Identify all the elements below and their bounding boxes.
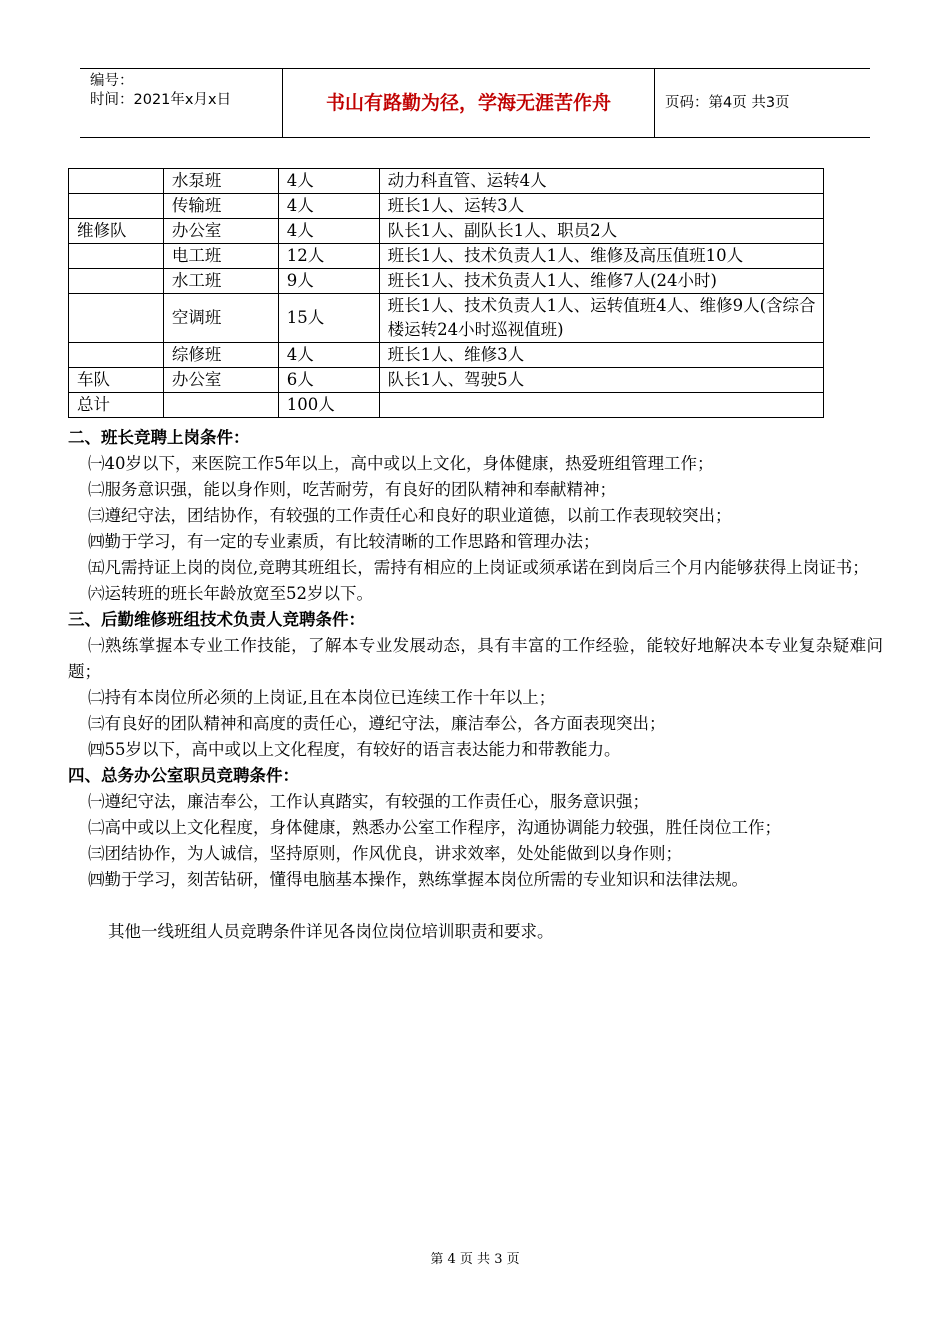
header-motto: 书山有路勤为径，学海无涯苦作舟 [283,69,655,137]
group-cell: 办公室 [163,219,278,244]
count-cell: 4人 [278,343,379,368]
closing-note: 其他一线班组人员竞聘条件详见各岗位岗位培训职责和要求。 [108,922,554,941]
count-cell: 4人 [278,194,379,219]
list-item: ㈡高中或以上文化程度，身体健康，熟悉办公室工作程序，沟通协调能力较强，胜任岗位工作； [88,818,781,837]
team-cell [69,294,164,343]
count-cell: 4人 [278,169,379,194]
group-cell: 电工班 [163,244,278,269]
list-item: ㈠40岁以下，来医院工作5年以上，高中或以上文化，身体健康，热爱班组管理工作； [88,454,714,473]
team-cell: 总计 [69,393,164,418]
note-cell: 班长1人、技术负责人1人、维修及高压值班10人 [379,244,823,269]
section-heading: 三、后勤维修班组技术负责人竞聘条件： [68,610,365,629]
document-number-label: 编号： [90,73,134,89]
table-row [69,294,824,343]
group-cell: 空调班 [163,294,278,343]
count-cell: 100人 [278,393,379,418]
count-cell: 4人 [278,219,379,244]
staff-table [68,168,824,418]
list-item: ㈠熟练掌握本专业工作技能，了解本专业发展动态，具有丰富的工作经验，能较好地解决本专业复杂疑难问题； [68,636,883,681]
page-header [80,68,870,138]
list-item: ㈢有良好的团队精神和高度的责任心，遵纪守法，廉洁奉公，各方面表现突出； [88,714,666,733]
note-cell: 队长1人、副队长1人、职员2人 [379,219,823,244]
page-footer: 第 4 页 共 3 页 [430,1252,520,1267]
document-body [68,425,883,945]
list-item: ㈡持有本岗位所必须的上岗证,且在本岗位已连续工作十年以上； [88,688,556,707]
table-row [69,169,824,194]
team-cell [69,343,164,368]
table-row [69,244,824,269]
table-row [69,269,824,294]
header-meta [80,69,283,137]
list-item: ㈣勤于学习，有一定的专业素质，有比较清晰的工作思路和管理办法； [88,532,600,551]
note-cell: 动力科直管、运转4人 [379,169,823,194]
list-item: ㈣55岁以下，高中或以上文化程度，有较好的语言表达能力和带教能力。 [88,740,621,759]
list-item: ㈣勤于学习，刻苦钻研，懂得电脑基本操作，熟练掌握本岗位所需的专业知识和法律法规。 [88,870,748,889]
team-cell [69,269,164,294]
group-cell [163,393,278,418]
team-cell [69,194,164,219]
document-date-label: 时间：2021年x月x日 [90,92,232,108]
group-cell: 办公室 [163,368,278,393]
note-cell: 班长1人、维修3人 [379,343,823,368]
list-item: ㈢团结协作，为人诚信，坚持原则，作风优良，讲求效率，处处能做到以身作则； [88,844,682,863]
list-item: ㈠遵纪守法，廉洁奉公，工作认真踏实，有较强的工作责任心，服务意识强； [88,792,649,811]
table-row [69,194,824,219]
count-cell: 6人 [278,368,379,393]
section-heading: 四、总务办公室职员竞聘条件： [68,766,299,785]
note-cell [379,393,823,418]
group-cell: 水工班 [163,269,278,294]
list-item: ㈤凡需持证上岗的岗位,竞聘其班组长，需持有相应的上岗证或须承诺在到岗后三个月内能够获得上岗证书； [88,558,869,577]
note-cell: 班长1人、运转3人 [379,194,823,219]
count-cell: 15人 [278,294,379,343]
group-cell: 水泵班 [163,169,278,194]
team-cell: 车队 [69,368,164,393]
list-item: ㈡服务意识强，能以身作则，吃苦耐劳，有良好的团队精神和奉献精神； [88,480,616,499]
list-item: ㈢遵纪守法，团结协作，有较强的工作责任心和良好的职业道德，以前工作表现较突出； [88,506,732,525]
count-cell: 12人 [278,244,379,269]
note-cell: 队长1人、驾驶5人 [379,368,823,393]
list-item: ㈥运转班的班长年龄放宽至52岁以下。 [88,584,373,603]
group-cell: 综修班 [163,343,278,368]
header-page-label: 页码：第4页 共3页 [665,95,790,111]
table-row [69,368,824,393]
note-cell: 班长1人、技术负责人1人、运转值班4人、维修9人(含综合楼运转24小时巡视值班) [379,294,823,343]
team-cell [69,169,164,194]
section-heading: 二、班长竞聘上岗条件： [68,428,250,447]
table-row [69,343,824,368]
table-row [69,393,824,418]
group-cell: 传输班 [163,194,278,219]
spacer [68,893,883,919]
count-cell: 9人 [278,269,379,294]
note-cell: 班长1人、技术负责人1人、维修7人(24小时) [379,269,823,294]
team-cell: 维修队 [69,219,164,244]
team-cell [69,244,164,269]
table-row [69,219,824,244]
